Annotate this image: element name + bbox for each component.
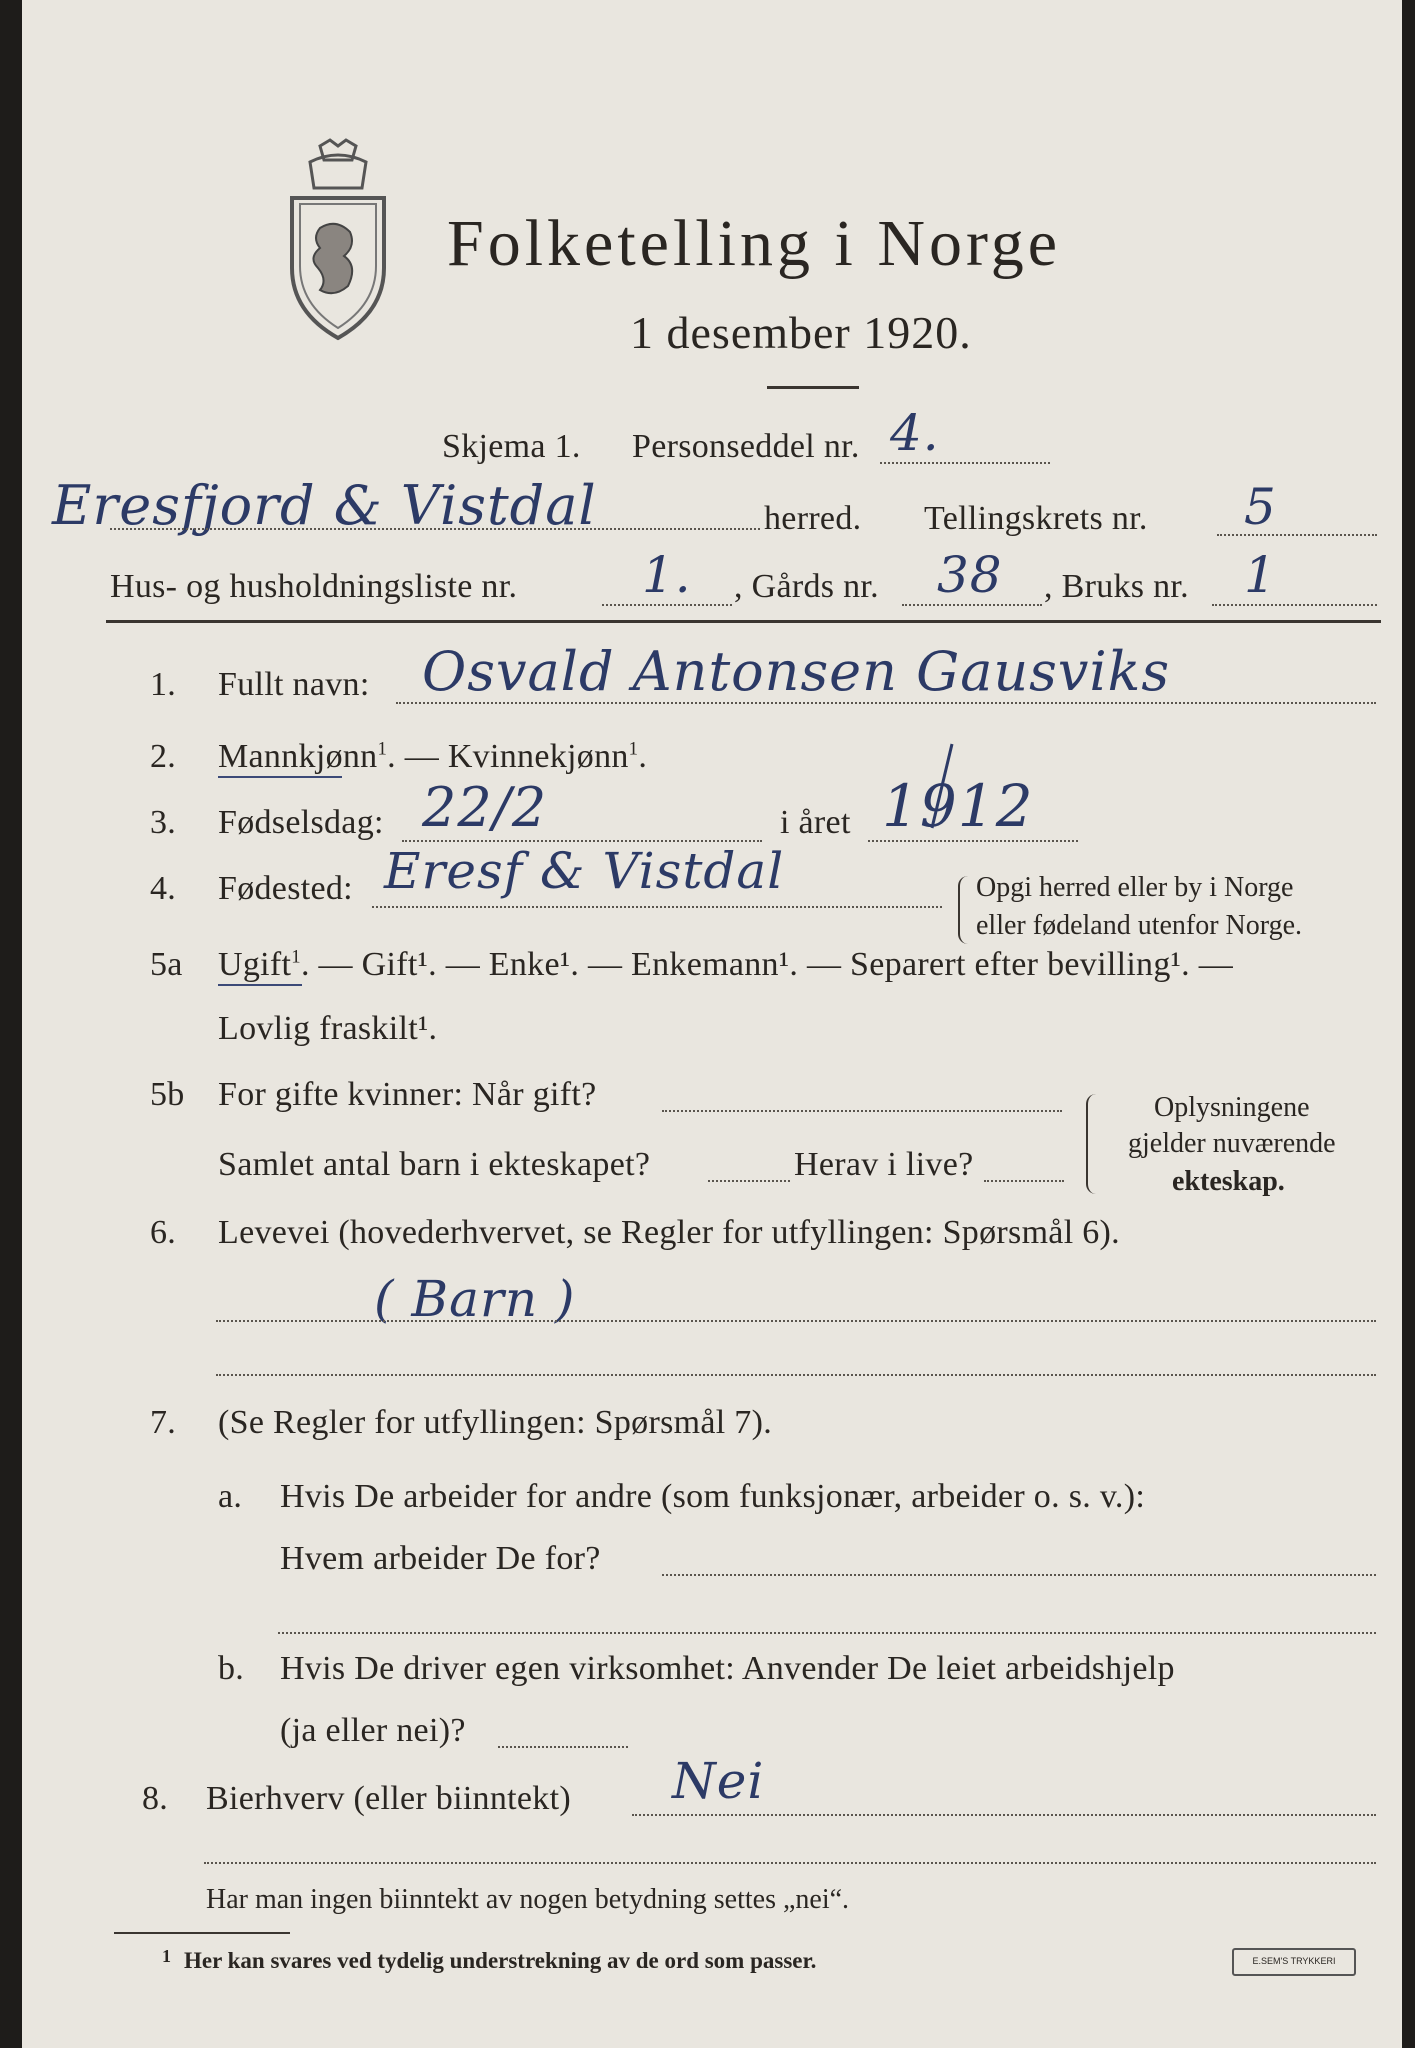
herred-line <box>110 528 760 530</box>
q7a-line1: Hvis De arbeider for andre (som funksjonær, arbeider o. s. v.): <box>280 1478 1146 1515</box>
title-divider <box>767 386 859 389</box>
q3-aaret-value: 1912 <box>882 772 1034 840</box>
q6-line2 <box>216 1374 1376 1376</box>
tellingskrets-label: Tellingskrets nr. <box>924 500 1148 537</box>
q5b-note-line3: ekteskap. <box>1172 1166 1285 1197</box>
q4-note-bracket <box>958 876 968 944</box>
q8-number: 8. <box>142 1780 169 1817</box>
header-divider <box>106 620 1381 623</box>
q6-label: Levevei (hovederhvervet, se Regler for utfyllingen: Spørsmål 6). <box>218 1214 1120 1251</box>
q4-note-line2: eller fødeland utenfor Norge. <box>976 910 1303 941</box>
q1-label: Fullt navn: <box>218 666 370 703</box>
biinntekt-note: Har man ingen biinntekt av nogen betydning settes „nei“. <box>206 1884 850 1915</box>
q5a-options <box>218 946 1233 984</box>
q7b-letter: b. <box>218 1650 245 1687</box>
q6-number: 6. <box>150 1214 177 1251</box>
census-form-sheet <box>22 0 1402 2048</box>
q5a-line2: Lovlig fraskilt¹. <box>218 1010 438 1047</box>
q5b-barn-line <box>708 1180 790 1182</box>
q5b-number: 5b <box>150 1076 185 1113</box>
q5b-line2b: Herav i live? <box>794 1146 974 1183</box>
q8-line-extra <box>204 1862 1376 1864</box>
q5a-other-options: . — Gift¹. — Enke¹. — Enkemann¹. — Separert efter bevilling¹. — <box>300 946 1234 983</box>
q3-label: Fødselsdag: <box>218 804 384 841</box>
gards-line <box>902 604 1042 606</box>
q4-number: 4. <box>150 870 177 907</box>
q5a-number: 5a <box>150 946 183 983</box>
q5b-line2a: Samlet antal barn i ekteskapet? <box>218 1146 651 1183</box>
q6-value: ( Barn ) <box>374 1270 576 1328</box>
q6-line1 <box>216 1320 1376 1322</box>
q7a-line <box>662 1574 1376 1576</box>
q1-value: Osvald Antonsen Gausviks <box>422 640 1171 703</box>
q5b-note-line2: gjelder nuværende <box>1128 1128 1336 1159</box>
q1-number: 1. <box>150 666 177 703</box>
q8-label: Bierhverv (eller biinntekt) <box>206 1780 571 1817</box>
q2-option-kvinne: Kvinnekjønn <box>447 738 629 775</box>
herred-value: Eresfjord & Vistdal <box>52 474 597 537</box>
bruks-line <box>1212 604 1377 606</box>
q4-note-line1: Opgi herred eller by i Norge <box>976 872 1294 903</box>
q7b-line <box>498 1746 628 1748</box>
q3-aaret-line <box>868 840 1078 842</box>
q2-separator: . — <box>387 738 448 775</box>
q3-number: 3. <box>150 804 177 841</box>
q2-option-mann: Mannkjønn <box>218 738 378 775</box>
q7a-line-extra <box>278 1632 1376 1634</box>
hus-line <box>602 604 732 606</box>
q5a-footnote-mark: 1 <box>291 946 301 968</box>
q4-line <box>372 906 942 908</box>
bruks-value: 1 <box>1244 546 1277 604</box>
q3-aaret-label: i året <box>780 804 851 841</box>
q3-value: 22/2 <box>422 776 548 839</box>
footnote-text: Her kan svares ved tydelig understrekning av de ord som passer. <box>184 1948 817 1973</box>
gards-value: 38 <box>937 546 1003 604</box>
q7-label: (Se Regler for utfyllingen: Spørsmål 7). <box>218 1404 773 1441</box>
footnote-number: 1 <box>162 1946 171 1966</box>
q8-value: Nei <box>672 1752 765 1810</box>
q7a-letter: a. <box>218 1478 243 1515</box>
q7-number: 7. <box>150 1404 177 1441</box>
q5a-ugift-underline <box>218 984 302 986</box>
tellingskrets-line <box>1217 534 1377 536</box>
printer-stamp <box>1232 1948 1356 1976</box>
q7a-line2: Hvem arbeider De for? <box>280 1540 601 1577</box>
personseddel-value: 4. <box>890 404 940 462</box>
gards-label: , Gårds nr. <box>734 568 879 605</box>
q7b-line1: Hvis De driver egen virksomhet: Anvender De leiet arbeidshjelp <box>280 1650 1175 1687</box>
coat-of-arms-icon <box>280 138 395 343</box>
q5b-naar-gift-line <box>662 1110 1062 1112</box>
personseddel-line <box>880 462 1050 464</box>
printer-stamp-text: E.SEM'S TRYKKERI <box>1252 1956 1336 1966</box>
q4-label: Fødested: <box>218 870 353 907</box>
footnote-divider <box>114 1932 290 1934</box>
q8-line <box>632 1814 1376 1816</box>
q5b-line1: For gifte kvinner: Når gift? <box>218 1076 597 1113</box>
hus-value: 1. <box>642 546 692 604</box>
q2-end: . <box>638 738 648 775</box>
q2-options <box>218 738 647 776</box>
form-title: Folketelling i Norge <box>447 207 1062 280</box>
personseddel-label: Personseddel nr. <box>632 428 860 465</box>
tellingskrets-value: 5 <box>1244 478 1277 536</box>
q4-value: Eresf & Vistdal <box>384 842 785 900</box>
q2-number: 2. <box>150 738 177 775</box>
q5b-note-bracket <box>1086 1094 1098 1194</box>
q2-footnote-mark-2: 1 <box>628 738 639 760</box>
q2-footnote-mark: 1 <box>377 738 388 760</box>
q5b-live-line <box>984 1180 1064 1182</box>
form-date: 1 desember 1920. <box>630 307 972 358</box>
q2-mann-underline <box>218 776 342 778</box>
herred-label: herred. <box>764 500 862 537</box>
schema-label: Skjema 1. <box>442 428 581 465</box>
hus-label: Hus- og husholdningsliste nr. <box>110 568 518 605</box>
bruks-label: , Bruks nr. <box>1044 568 1189 605</box>
q7b-line2: (ja eller nei)? <box>280 1712 466 1749</box>
q5a-option-ugift: Ugift <box>218 946 292 983</box>
q5b-note-line1: Oplysningene <box>1154 1092 1310 1123</box>
